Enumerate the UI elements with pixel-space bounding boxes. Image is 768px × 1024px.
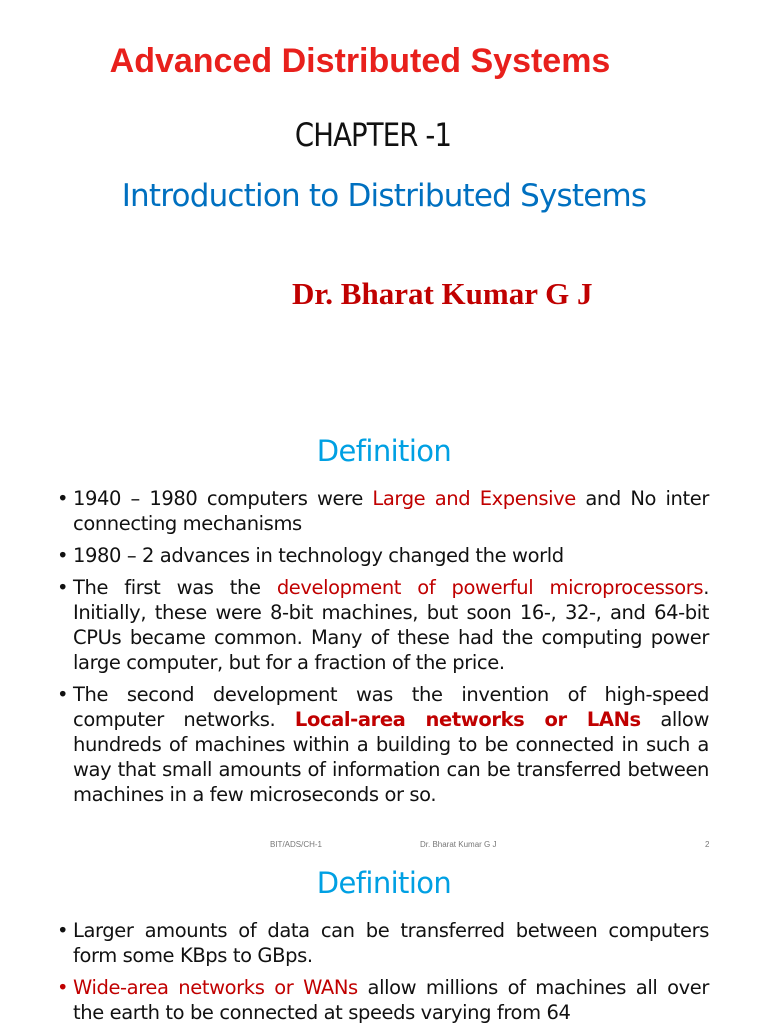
slide-heading: Definition (316, 866, 452, 900)
highlighted-text: development of powerful microprocessors (276, 576, 704, 599)
bullet-text: Larger amounts of data can be transferred between computers form some KBps to GBps. (73, 919, 709, 967)
bullet-text: and No inter connecting mechanisms (73, 487, 709, 535)
bullet-text: allow hundreds of machines within a building to be connected in such a way that small amounts of information can be transferred between machines in a few microseconds or so. (73, 708, 709, 806)
bullet-text: 1940 – 1980 computers were (73, 487, 373, 510)
author-name: Dr. Bharat Kumar G J (292, 276, 593, 311)
bullet-list (57, 918, 709, 1024)
chapter-label: CHAPTER -1 (294, 116, 452, 154)
bullet-text: The second development was the invention of high-speed computer networks. (73, 683, 709, 731)
footer-page-number: 2 (705, 840, 710, 849)
highlighted-text: Local-area networks or LANs (294, 708, 641, 731)
bullet-item (57, 575, 709, 675)
bullet-text: 1980 – 2 advances in technology changed the world (73, 544, 564, 567)
bullet-item (57, 918, 709, 968)
bullet-item (57, 543, 709, 568)
highlighted-text: Large and Expensive (372, 487, 576, 510)
bullet-text: The first was the (73, 576, 277, 599)
highlighted-text: Wide-area networks or WANs (73, 976, 358, 999)
chapter-title: Introduction to Distributed Systems (121, 178, 647, 214)
footer-course-code: BIT/ADS/CH-1 (270, 840, 323, 849)
footer-author: Dr. Bharat Kumar G J (420, 840, 497, 849)
bullet-item (57, 975, 709, 1024)
bullet-text: allow millions of machines all over the earth to be connected at speeds varying from 64 (73, 976, 709, 1024)
bullet-item (57, 486, 709, 536)
slide-heading: Definition (316, 434, 452, 468)
bullet-text: . Initially, these were 8-bit machines, but soon 16-, 32-, and 64-bit CPUs became common. Many of these had the computing power large computer, but for a fraction of the price. (73, 576, 709, 674)
bullet-item (57, 682, 709, 807)
bullet-list (57, 486, 709, 814)
course-title: Advanced Distributed Systems (109, 42, 611, 80)
